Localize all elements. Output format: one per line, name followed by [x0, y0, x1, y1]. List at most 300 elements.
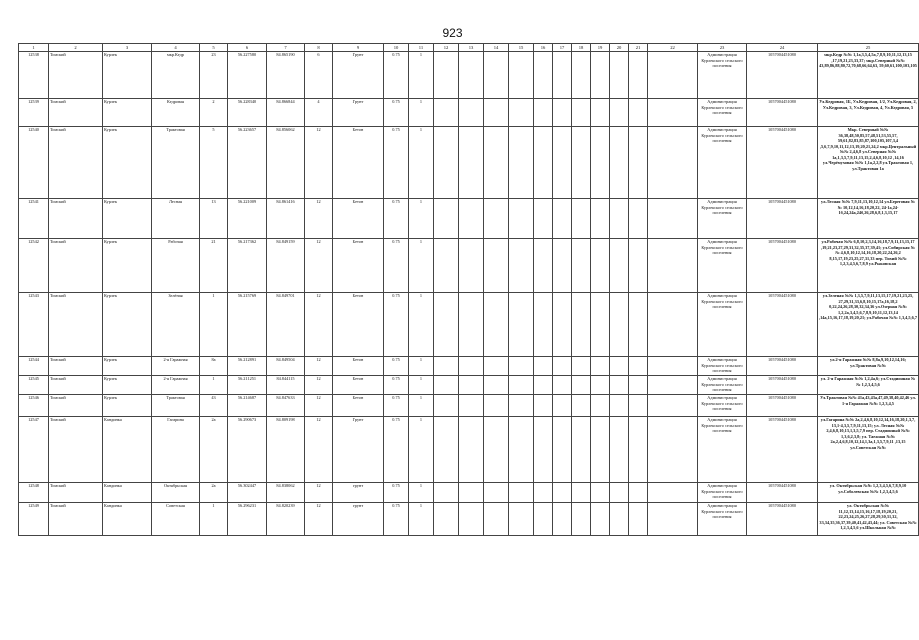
row-number: 12548 [19, 483, 49, 503]
empty-cell [572, 503, 591, 536]
owner-cell: Администрация Курлекского сельского поселения [698, 199, 747, 239]
latitude-cell: 56.302447 [228, 483, 267, 503]
district-cell: Томский [49, 99, 103, 127]
district-cell: Томский [49, 483, 103, 503]
empty-cell [610, 357, 629, 376]
empty-cell [484, 376, 509, 395]
empty-cell [591, 99, 610, 127]
empty-cell [648, 483, 698, 503]
empty-cell [534, 483, 553, 503]
empty-cell [459, 293, 484, 357]
surface-cell: Бетон [333, 239, 384, 293]
empty-cell [553, 199, 572, 239]
empty-cell [591, 395, 610, 417]
empty-cell [459, 199, 484, 239]
empty-cell [591, 239, 610, 293]
ogrn-cell: 1057004451080 [747, 99, 818, 127]
column-number-header: 22 [648, 44, 698, 52]
empty-cell [553, 376, 572, 395]
empty-cell [553, 99, 572, 127]
empty-cell [459, 357, 484, 376]
empty-cell [591, 417, 610, 483]
container-volume-cell: 0.75 [384, 503, 409, 536]
container-volume-cell: 0.75 [384, 483, 409, 503]
container-count-cell: 1 [409, 99, 434, 127]
empty-cell [610, 127, 629, 199]
container-volume-cell: 0.75 [384, 395, 409, 417]
empty-cell [629, 199, 648, 239]
settlement-cell: Курлек [103, 357, 152, 376]
settlement-cell: Курлек [103, 199, 152, 239]
empty-cell [509, 99, 534, 127]
column-number-header: 18 [572, 44, 591, 52]
empty-cell [610, 199, 629, 239]
empty-cell [610, 417, 629, 483]
waste-sources-cell: ул.2-я Гаражная №№ 8,8а,9,10,12,14,16; ул.Трактовая №№ [818, 357, 919, 376]
empty-cell [459, 127, 484, 199]
table-row [19, 357, 919, 376]
container-count-cell: 1 [409, 483, 434, 503]
area-cell: 12 [305, 417, 333, 483]
district-cell: Томский [49, 395, 103, 417]
column-number-header: 17 [553, 44, 572, 52]
waste-sources-cell: Ул.Кедровая, 1Б, Ул.Кедровая, 1/2, Ул.Кедровая, 2, Ул.Кедровая, 3, Ул.Кедровая, 4, Ул.Кедровая, 5 [818, 99, 919, 127]
longitude-cell: 84.861416 [267, 199, 305, 239]
area-cell: 12 [305, 293, 333, 357]
waste-sources-cell: Мкр. Северный №№ 36,38,48,50,85,57,48,51,53,55,57, 59,61,82,83,85,87,100,105,107,3,4 ,5,6,7,9,10,11,12,13,19,20,21,24,2 мкр.Центральный №№ 2,4,6,8 ул.Северная №№ 1а,1,3,5,7,9,11,13,15,2,4,6,8,10,12 ,14,16 ул.Черёмуховая №№ 1,1а,2,2,8 ул.Трактовая 1, ул.Трактовая 1а [818, 127, 919, 199]
empty-cell [553, 417, 572, 483]
empty-cell [484, 357, 509, 376]
house-number-cell: 1 [200, 503, 228, 536]
empty-cell [591, 503, 610, 536]
empty-cell [509, 239, 534, 293]
empty-cell [629, 357, 648, 376]
empty-cell [610, 376, 629, 395]
longitude-cell: 84.866844 [267, 99, 305, 127]
column-number-header: 14 [484, 44, 509, 52]
container-count-cell: 1 [409, 127, 434, 199]
settlement-cell: Курлек [103, 99, 152, 127]
empty-cell [484, 199, 509, 239]
street-cell: Октябрьская [152, 483, 200, 503]
empty-cell [648, 239, 698, 293]
latitude-cell: 56.214687 [228, 395, 267, 417]
settlement-cell: Курлек [103, 52, 152, 99]
owner-cell: Администрация Курлекского сельского поселения [698, 395, 747, 417]
longitude-cell: 84.849159 [267, 239, 305, 293]
empty-cell [572, 99, 591, 127]
ogrn-cell: 1057004451080 [747, 417, 818, 483]
empty-cell [648, 293, 698, 357]
empty-cell [434, 199, 459, 239]
row-number: 12542 [19, 239, 49, 293]
area-cell: 12 [305, 199, 333, 239]
area-cell: 12 [305, 395, 333, 417]
area-cell: 12 [305, 503, 333, 536]
settlement-cell: Кандинка [103, 483, 152, 503]
empty-cell [484, 417, 509, 483]
settlement-cell: Курлек [103, 127, 152, 199]
empty-cell [534, 503, 553, 536]
empty-cell [509, 395, 534, 417]
empty-cell [534, 127, 553, 199]
empty-cell [434, 376, 459, 395]
empty-cell [484, 239, 509, 293]
area-cell: 6 [305, 52, 333, 99]
empty-cell [610, 52, 629, 99]
container-count-cell: 1 [409, 52, 434, 99]
street-cell: 2-я Гаражная [152, 376, 200, 395]
waste-sources-cell: ул. 2-я Гаражная №№ 1,2,4а,6; ул.Стадионная №№ 1,2,3,4,5,6 [818, 376, 919, 395]
empty-cell [459, 52, 484, 99]
surface-cell: Бетон [333, 127, 384, 199]
empty-cell [534, 239, 553, 293]
empty-cell [484, 503, 509, 536]
latitude-cell: 56.227580 [228, 52, 267, 99]
column-numbers-row [19, 44, 919, 52]
district-cell: Томский [49, 357, 103, 376]
district-cell: Томский [49, 293, 103, 357]
empty-cell [459, 99, 484, 127]
row-number: 12545 [19, 376, 49, 395]
empty-cell [484, 395, 509, 417]
empty-cell [434, 357, 459, 376]
latitude-cell: 56.296231 [228, 503, 267, 536]
longitude-cell: 84.820239 [267, 503, 305, 536]
longitude-cell: 84.844115 [267, 376, 305, 395]
waste-sources-cell: ул. Октябрьская №№ 1,2,3,4,5,6,7,8,9,10 ул.Соболевская №№ 1,2,3,4,5,6 [818, 483, 919, 503]
longitude-cell: 84.865190 [267, 52, 305, 99]
longitude-cell: 84.856062 [267, 127, 305, 199]
empty-cell [434, 395, 459, 417]
container-count-cell: 1 [409, 503, 434, 536]
empty-cell [509, 52, 534, 99]
row-number: 12547 [19, 417, 49, 483]
empty-cell [553, 395, 572, 417]
house-number-cell: 2а [200, 483, 228, 503]
empty-cell [591, 483, 610, 503]
container-volume-cell: 0.75 [384, 357, 409, 376]
street-cell: Зелёная [152, 293, 200, 357]
empty-cell [610, 503, 629, 536]
container-volume-cell: 0.75 [384, 127, 409, 199]
waste-sources-cell: ул.Гагарина №№ 2а,2,4,6,8,10,12,14,16,18,20,1,3,7, 13,1-4,3,5,7,9,11,13,15; ул. Лесная №№ 2,4,6,8,10,13,1,3,5,7,9 пер. Стадионный №№ 1,3,6,2,3,8; ул. Таежная №№ 2а,2,4,6,8,10,12,14,1,3а,1,3,5,7,9,11 ,13,15 ул.Советская №№ [818, 417, 919, 483]
column-number-header: 2 [49, 44, 103, 52]
empty-cell [591, 52, 610, 99]
empty-cell [459, 417, 484, 483]
house-number-cell: 23 [200, 52, 228, 99]
surface-cell: грунт [333, 483, 384, 503]
column-number-header: 9 [333, 44, 384, 52]
empty-cell [509, 503, 534, 536]
street-cell: Трактовая [152, 395, 200, 417]
empty-cell [434, 52, 459, 99]
empty-cell [629, 395, 648, 417]
empty-cell [648, 127, 698, 199]
column-number-header: 16 [534, 44, 553, 52]
table-row [19, 52, 919, 99]
column-number-header: 19 [591, 44, 610, 52]
empty-cell [591, 357, 610, 376]
district-cell: Томский [49, 52, 103, 99]
container-volume-cell: 0.75 [384, 239, 409, 293]
row-number: 12543 [19, 293, 49, 357]
empty-cell [484, 483, 509, 503]
owner-cell: Администрация Курлекского сельского поселения [698, 357, 747, 376]
empty-cell [434, 239, 459, 293]
settlement-cell: Курлек [103, 293, 152, 357]
register-table [18, 43, 919, 536]
table-row [19, 293, 919, 357]
latitude-cell: 56.228340 [228, 99, 267, 127]
district-cell: Томский [49, 127, 103, 199]
longitude-cell: 84.849504 [267, 357, 305, 376]
table-row [19, 503, 919, 536]
surface-cell: Бетон [333, 293, 384, 357]
owner-cell: Администрация Курлекского сельского поселения [698, 376, 747, 395]
empty-cell [434, 417, 459, 483]
empty-cell [629, 503, 648, 536]
container-volume-cell: 0.75 [384, 417, 409, 483]
empty-cell [591, 199, 610, 239]
house-number-cell: 5 [200, 127, 228, 199]
house-number-cell: 1 [200, 293, 228, 357]
column-number-header: 1 [19, 44, 49, 52]
empty-cell [434, 293, 459, 357]
empty-cell [648, 357, 698, 376]
surface-cell: Бетон [333, 395, 384, 417]
surface-cell: Грунт [333, 417, 384, 483]
empty-cell [610, 99, 629, 127]
latitude-cell: 56.290673 [228, 417, 267, 483]
longitude-cell: 84.838062 [267, 483, 305, 503]
empty-cell [648, 99, 698, 127]
container-volume-cell: 0.75 [384, 199, 409, 239]
empty-cell [648, 503, 698, 536]
column-number-header: 6 [228, 44, 267, 52]
street-cell: Трактовая [152, 127, 200, 199]
empty-cell [484, 52, 509, 99]
empty-cell [610, 395, 629, 417]
container-count-cell: 1 [409, 376, 434, 395]
empty-cell [629, 417, 648, 483]
surface-cell: Грунт [333, 99, 384, 127]
empty-cell [572, 357, 591, 376]
district-cell: Томский [49, 239, 103, 293]
ogrn-cell: 1057004451080 [747, 483, 818, 503]
empty-cell [648, 52, 698, 99]
empty-cell [629, 293, 648, 357]
street-cell: Советская [152, 503, 200, 536]
empty-cell [610, 239, 629, 293]
owner-cell: Администрация Курлекского сельского поселения [698, 127, 747, 199]
container-count-cell: 1 [409, 199, 434, 239]
empty-cell [591, 293, 610, 357]
waste-sources-cell: ул. Октябрьская №№ 11,12,13,14,15,16,17,18,19,20,21, 22,23,24,25,26,27,28,29,30,31,32, 33,34,35,36,37,39,40,41,42,43,44; ул. Советская №№ 1,2,3,4,5,6 ул.Школьная №№ [818, 503, 919, 536]
district-cell: Томский [49, 376, 103, 395]
house-number-cell: 1 [200, 376, 228, 395]
street-cell: Рабочая [152, 239, 200, 293]
longitude-cell: 84.847633 [267, 395, 305, 417]
row-number: 12544 [19, 357, 49, 376]
empty-cell [459, 483, 484, 503]
latitude-cell: 56.221009 [228, 199, 267, 239]
container-volume-cell: 0.75 [384, 293, 409, 357]
table-row [19, 199, 919, 239]
empty-cell [591, 127, 610, 199]
empty-cell [553, 357, 572, 376]
house-number-cell: 13 [200, 199, 228, 239]
surface-cell: грунт [333, 503, 384, 536]
table-row [19, 239, 919, 293]
column-number-header: 8 [305, 44, 333, 52]
column-number-header: 25 [818, 44, 919, 52]
district-cell: Томский [49, 199, 103, 239]
empty-cell [553, 239, 572, 293]
area-cell: 12 [305, 376, 333, 395]
empty-cell [553, 52, 572, 99]
ogrn-cell: 1057004451080 [747, 357, 818, 376]
container-count-cell: 1 [409, 293, 434, 357]
empty-cell [648, 395, 698, 417]
longitude-cell: 84.849701 [267, 293, 305, 357]
container-volume-cell: 0.75 [384, 52, 409, 99]
table-row [19, 417, 919, 483]
empty-cell [629, 52, 648, 99]
settlement-cell: Курлек [103, 239, 152, 293]
settlement-cell: Курлек [103, 376, 152, 395]
row-number: 12541 [19, 199, 49, 239]
empty-cell [572, 52, 591, 99]
latitude-cell: 56.211251 [228, 376, 267, 395]
empty-cell [610, 293, 629, 357]
empty-cell [534, 357, 553, 376]
area-cell: 4 [305, 99, 333, 127]
column-number-header: 3 [103, 44, 152, 52]
empty-cell [553, 503, 572, 536]
empty-cell [534, 99, 553, 127]
owner-cell: Администрация Курлекского сельского поселения [698, 52, 747, 99]
column-number-header: 20 [610, 44, 629, 52]
empty-cell [509, 357, 534, 376]
table-row [19, 99, 919, 127]
surface-cell: Бетон [333, 376, 384, 395]
row-number: 12539 [19, 99, 49, 127]
empty-cell [572, 483, 591, 503]
empty-cell [484, 127, 509, 199]
house-number-cell: 43 [200, 395, 228, 417]
column-number-header: 13 [459, 44, 484, 52]
empty-cell [509, 483, 534, 503]
column-number-header: 12 [434, 44, 459, 52]
latitude-cell: 56.215769 [228, 293, 267, 357]
area-cell: 12 [305, 127, 333, 199]
settlement-cell: Кандинка [103, 417, 152, 483]
column-number-header: 4 [152, 44, 200, 52]
empty-cell [434, 99, 459, 127]
row-number: 12538 [19, 52, 49, 99]
column-number-header: 21 [629, 44, 648, 52]
empty-cell [534, 395, 553, 417]
street-cell: 2-я Гаражная [152, 357, 200, 376]
column-number-header: 7 [267, 44, 305, 52]
surface-cell: Бетон [333, 357, 384, 376]
row-number: 12549 [19, 503, 49, 536]
latitude-cell: 56.223657 [228, 127, 267, 199]
district-cell: Томский [49, 417, 103, 483]
empty-cell [610, 483, 629, 503]
empty-cell [572, 239, 591, 293]
ogrn-cell: 1057004451080 [747, 127, 818, 199]
ogrn-cell: 1057004451080 [747, 395, 818, 417]
street-cell: Лесная [152, 199, 200, 239]
container-count-cell: 1 [409, 417, 434, 483]
empty-cell [459, 376, 484, 395]
street-cell: Кедровая [152, 99, 200, 127]
ogrn-cell: 1057004451080 [747, 239, 818, 293]
empty-cell [629, 483, 648, 503]
empty-cell [629, 99, 648, 127]
container-volume-cell: 0.75 [384, 99, 409, 127]
owner-cell: Администрация Курлекского сельского поселения [698, 417, 747, 483]
owner-cell: Администрация Курлекского сельского поселения [698, 293, 747, 357]
empty-cell [459, 395, 484, 417]
empty-cell [572, 376, 591, 395]
column-number-header: 24 [747, 44, 818, 52]
surface-cell: Бетон [333, 199, 384, 239]
street-cell: Гагарина [152, 417, 200, 483]
empty-cell [648, 417, 698, 483]
empty-cell [572, 417, 591, 483]
container-volume-cell: 0.75 [384, 376, 409, 395]
owner-cell: Администрация Курлекского сельского поселения [698, 99, 747, 127]
empty-cell [459, 503, 484, 536]
waste-sources-cell: ул.Лесная №№ 7,9,11,13,10,12,14 ул.Береговая №№ 10,12,14,16,18,20,22, 24-1а,24- 1б,24,24а,24б,26,28,6,8,1,3,15,17 [818, 199, 919, 239]
waste-sources-cell: Ул.Трактовая №№ 41а,43,43а,47,49,38,40,42,46 ул. 1-я Гаражная №№ 1,2,3,4,5 [818, 395, 919, 417]
house-number-cell: 8а [200, 357, 228, 376]
empty-cell [434, 503, 459, 536]
empty-cell [629, 376, 648, 395]
empty-cell [434, 483, 459, 503]
empty-cell [553, 483, 572, 503]
table-row [19, 483, 919, 503]
empty-cell [648, 376, 698, 395]
settlement-cell: Курлек [103, 395, 152, 417]
empty-cell [534, 376, 553, 395]
column-number-header: 15 [509, 44, 534, 52]
ogrn-cell: 1057004451080 [747, 293, 818, 357]
empty-cell [629, 127, 648, 199]
empty-cell [484, 99, 509, 127]
empty-cell [459, 239, 484, 293]
column-number-header: 5 [200, 44, 228, 52]
empty-cell [572, 199, 591, 239]
district-cell: Томский [49, 503, 103, 536]
waste-sources-cell: ул.Рабочая №№ 6,8,10,2,3,14,16,18,7,9,11,13,15,17 ,19,21,23,27,29,31,32,35,37,39,41; ул.Сибирская №№ 4,6,8,10,12,14,16,18,20,22,24,26,2 8,15,17,19,23,25,27,31,33 пер. Тихий №№ 1,2,3,4,5,6,7,8,9 ул.Рыковская [818, 239, 919, 293]
page-number: 923 [442, 26, 463, 40]
empty-cell [509, 127, 534, 199]
empty-cell [509, 199, 534, 239]
empty-cell [553, 293, 572, 357]
waste-sources-cell: мкр.Кедр №№ 1,1а,3,5,4,5а,7,8,9,10,11,12,13,15 ,17,19,21,23,33,37; мкр.Северный №№ 43,89,86,88,80,72,70,68,66,64,63, 59,60,61,100,103,105 [818, 52, 919, 99]
waste-sources-cell: ул.Зеленая №№ 1,3,5,7,9,11,13,15,17,19,21,23,25, 27,29,31,33,6,8,10,15,17а,16,18,2 0,22,24,26,28,30,32,34,36 ул.Озерная №№ 1,2,2а,3,4,5,6,7,8,9,10,11,12,13,14 ,14а,15,16,17,18,19,20,21; ул.Рабочая №№ 1,3,4,5,6,7 [818, 293, 919, 357]
owner-cell: Администрация Курлекского сельского поселения [698, 503, 747, 536]
empty-cell [553, 127, 572, 199]
empty-cell [629, 239, 648, 293]
house-number-cell: 21 [200, 239, 228, 293]
table-row [19, 127, 919, 199]
area-cell: 12 [305, 357, 333, 376]
